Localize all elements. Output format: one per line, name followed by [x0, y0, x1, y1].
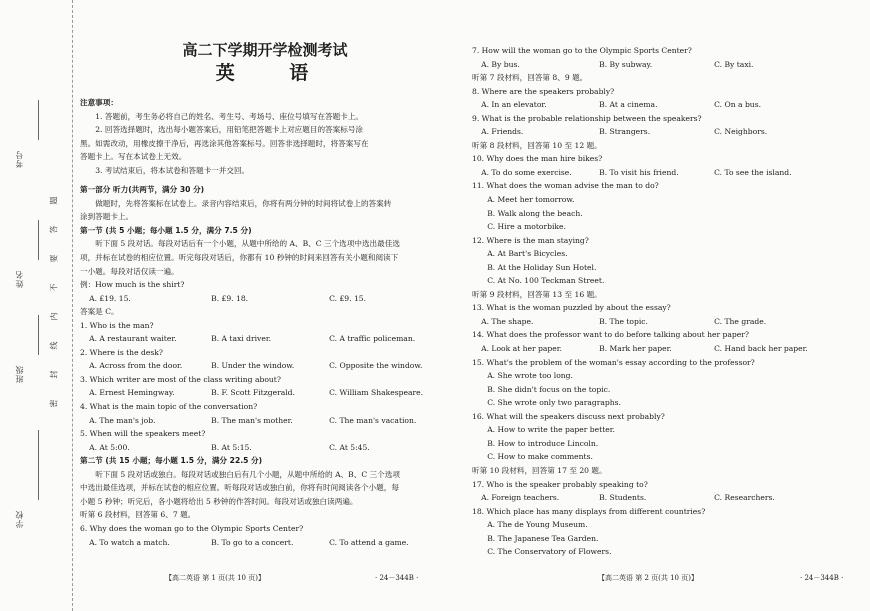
seal-word: 题	[49, 196, 59, 205]
option-b: B. £9. 18.	[211, 293, 249, 303]
question-text: 18. Which place has many displays from different countries?	[472, 506, 706, 516]
option-a: A. To do some exercise.	[481, 167, 572, 177]
option-b: B. How to introduce Lincoln.	[487, 438, 599, 448]
question-text: 10. Why does the man hire bikes?	[472, 154, 603, 164]
notice-heading: 注意事项：	[80, 98, 118, 107]
exam-subject: 英 语	[215, 62, 333, 84]
question-text: 5. When will the speakers meet?	[80, 429, 206, 439]
exam-no-label: 考号	[15, 150, 24, 168]
option-b: B. Mark her paper.	[599, 344, 672, 354]
option-c: C. At No. 100 Teckman Street.	[487, 276, 605, 286]
seal-word: 要	[49, 254, 59, 263]
page-2	[472, 44, 867, 559]
option-b: B. Strangers.	[599, 127, 651, 137]
option-c: C. Opposite the window.	[329, 361, 423, 371]
option-b: B. The Japanese Tea Garden.	[487, 533, 599, 543]
option-c: C. To see the island.	[714, 167, 792, 177]
option-c: C. The man's vacation.	[329, 415, 417, 425]
binding-strip	[0, 0, 73, 611]
option-c: C. The Conservatory of Flowers.	[487, 547, 612, 557]
seal-line-words	[50, 195, 58, 409]
school-line	[38, 430, 39, 500]
notice-item: 2. 回答选择题时，选出每小题答案后，用铅笔把答题卡上对应题目的答案标号涂	[95, 125, 364, 135]
option-c: C. William Shakespeare.	[329, 388, 424, 398]
section2-instructions: 中选出最佳选项，并标在试卷的相应位置。听每段对话或独白前，你将有时间阅读各个小题，每	[80, 483, 399, 493]
question-text: 11. What does the woman advise the man to do?	[472, 181, 659, 191]
name-label: 姓名	[15, 270, 24, 288]
question-options	[472, 166, 867, 180]
question-text: 2. Where is the desk?	[80, 347, 163, 357]
question-text: 4. What is the main topic of the conversation?	[80, 402, 258, 412]
question-options	[80, 441, 440, 455]
question-options	[80, 359, 440, 373]
section1-instructions: 项，并标在试卷的相应位置。听完每段对话后，你都有 10 秒钟的时间来回答有关小题和阅读下	[80, 253, 399, 263]
option-b: B. The topic.	[599, 316, 648, 326]
question-text: 14. What does the professor want to do before talking about her paper?	[472, 330, 749, 340]
part1-intro: 做题时，先将答案标在试卷上。录音内容结束后，你将有两分钟的时间将试卷上的答案转	[95, 198, 392, 208]
group-instruction: 听第 9 段材料，回答第 13 至 16 题。	[472, 289, 602, 299]
question-text: 1. Who is the man?	[80, 320, 154, 330]
class-line	[38, 315, 39, 355]
option-a: A. Ernest Hemingway.	[89, 388, 175, 398]
option-c: C. By taxi.	[714, 59, 754, 69]
option-c: C. On a bus.	[714, 100, 762, 110]
question-text: 12. Where is the man staying?	[472, 235, 589, 245]
option-b: B. F. Scott Fitzgerald.	[211, 388, 295, 398]
option-a: A. The shape.	[481, 316, 534, 326]
option-a: A. A restaurant waiter.	[89, 334, 177, 344]
part1-heading: 第一部分 听力(共两节，满分 30 分)	[80, 185, 205, 195]
question-text: 17. Who is the speaker probably speaking to?	[472, 479, 648, 489]
option-b: B. Under the window.	[211, 361, 295, 371]
question-text: 6. Why does the woman go to the Olympic Sports Center?	[80, 523, 304, 533]
name-line	[38, 220, 39, 260]
question-text: 7. How will the woman go to the Olympic Sports Center?	[472, 46, 692, 55]
group-instruction: 听第 10 段材料，回答第 17 至 20 题。	[472, 465, 607, 475]
section2-instructions: 听下面 5 段对话或独白。每段对话或独白后有几个小题，从题中所给的 A、B、C 三个选项	[95, 469, 400, 479]
option-c: C. A traffic policeman.	[329, 334, 416, 344]
option-c: C. At 5:45.	[329, 442, 370, 452]
option-b: B. She didn't focus on the topic.	[487, 384, 611, 394]
option-a: A. At Bart's Bicycles.	[487, 249, 568, 259]
option-b: B. Walk along the beach.	[487, 208, 583, 218]
notice-item: 3. 考试结束后，将本试卷和答题卡一并交回。	[95, 165, 250, 175]
question-options	[472, 125, 867, 139]
option-a: A. At 5:00.	[89, 442, 130, 452]
option-a: A. Meet her tomorrow.	[487, 195, 575, 205]
option-c: C. Neighbors.	[714, 127, 768, 137]
page-2-footer: 【高二英语 第 2 页(共 10 页)】	[598, 574, 698, 582]
seal-word: 线	[49, 341, 59, 350]
option-a: A. How to write the paper better.	[487, 425, 615, 435]
option-a: A. Look at her paper.	[481, 344, 562, 354]
option-a: A. By bus.	[481, 59, 520, 69]
seal-word: 封	[49, 370, 59, 379]
option-c: C. Hire a motorbike.	[487, 222, 566, 232]
option-a: A. The de Young Museum.	[487, 520, 588, 530]
class-label: 班级	[15, 365, 24, 383]
seal-word: 不	[49, 283, 59, 292]
option-a: A. Across from the door.	[89, 361, 183, 371]
option-a: A. £19. 15.	[89, 293, 131, 303]
example-question: 例：How much is the shirt?	[80, 280, 185, 290]
question-options	[472, 491, 867, 505]
option-a: A. She wrote too long.	[487, 371, 573, 381]
option-b: B. By subway.	[599, 59, 653, 69]
question-options	[472, 315, 867, 329]
question-options	[472, 98, 867, 112]
question-options	[80, 414, 440, 428]
option-b: B. To go to a concert.	[211, 537, 294, 547]
section2-instructions: 小题 5 秒钟；听完后，各小题将给出 5 秒钟的作答时间。每段对话或独白读两遍。	[80, 496, 358, 506]
notice-item: 答题卡上。写在本试卷上无效。	[80, 152, 187, 162]
option-b: B. At 5:15.	[211, 442, 252, 452]
option-b: B. A taxi driver.	[211, 334, 272, 344]
question-options	[80, 536, 440, 550]
question-text: 13. What is the woman puzzled by about the essay?	[472, 303, 671, 313]
group-instruction: 听第 6 段材料，回答第 6、7 题。	[80, 510, 196, 520]
group-instruction: 听第 8 段材料，回答第 10 至 12 题。	[472, 140, 602, 150]
page-2-code: · 24－344B ·	[800, 574, 844, 582]
option-b: B. Students.	[599, 493, 647, 503]
section1-heading: 第一节 (共 5 小题；每小题 1.5 分，满分 7.5 分)	[80, 225, 252, 235]
page-1-footer: 【高二英语 第 1 页(共 10 页)】	[165, 574, 265, 582]
option-b: B. At a cinema.	[599, 100, 658, 110]
page-1	[80, 40, 440, 549]
option-c: C. £9. 15.	[329, 293, 367, 303]
question-options	[80, 332, 440, 346]
exam-no-line	[38, 100, 39, 140]
question-text: 3. Which writer are most of the class writing about?	[80, 374, 281, 384]
question-options	[472, 58, 867, 72]
part1-intro: 涂到答题卡上。	[80, 212, 134, 222]
option-b: B. At the Holiday Sun Hotel.	[487, 262, 597, 272]
seal-word: 密	[49, 399, 59, 408]
option-a: A. Friends.	[481, 127, 524, 137]
section2-heading: 第二节 (共 15 小题；每小题 1.5 分，满分 22.5 分)	[80, 456, 263, 466]
question-options	[80, 386, 440, 400]
notice-item: 黑。如需改动，用橡皮擦干净后，再选涂其他答案标号。回答非选择题时，将答案写在	[80, 138, 369, 148]
question-options	[472, 342, 867, 356]
question-text: 8. Where are the speakers probably?	[472, 86, 615, 96]
seal-word: 答	[49, 225, 59, 234]
option-c: C. To attend a game.	[329, 537, 409, 547]
option-c: C. The grade.	[714, 316, 767, 326]
option-c: C. Researchers.	[714, 493, 775, 503]
page-1-code: · 24－344B ·	[375, 574, 419, 582]
option-b: B. To visit his friend.	[599, 167, 679, 177]
example-answer: 答案是 C。	[80, 307, 119, 317]
section1-instructions: 一小题。每段对话仅读一遍。	[80, 266, 179, 276]
exam-title: 高二下学期开学检测考试	[182, 41, 348, 59]
school-label: 学校	[15, 510, 24, 528]
option-c: C. She wrote only two paragraphs.	[487, 398, 621, 408]
question-text: 16. What will the speakers discuss next probably?	[472, 411, 665, 421]
option-a: A. Foreign teachers.	[481, 493, 560, 503]
option-c: C. How to make comments.	[487, 452, 593, 462]
section1-instructions: 听下面 5 段对话。每段对话后有一个小题，从题中所给的 A、B、C 三个选项中选出最佳选	[95, 239, 400, 249]
option-a: A. The man's job.	[89, 415, 156, 425]
seal-word: 内	[49, 312, 59, 321]
notice-item: 1. 答题前，考生务必将自己的姓名、考生号、考场号、座位号填写在答题卡上。	[95, 111, 364, 121]
question-text: 15. What's the problem of the woman's essay according to the professor?	[472, 357, 755, 367]
option-a: A. In an elevator.	[481, 100, 547, 110]
option-a: A. To watch a match.	[89, 537, 170, 547]
question-text: 9. What is the probable relationship between the speakers?	[472, 113, 702, 123]
example-options	[80, 292, 440, 306]
option-c: C. Hand back her paper.	[714, 344, 808, 354]
group-instruction: 听第 7 段材料，回答第 8、9 题。	[472, 73, 588, 83]
option-b: B. The man's mother.	[211, 415, 293, 425]
